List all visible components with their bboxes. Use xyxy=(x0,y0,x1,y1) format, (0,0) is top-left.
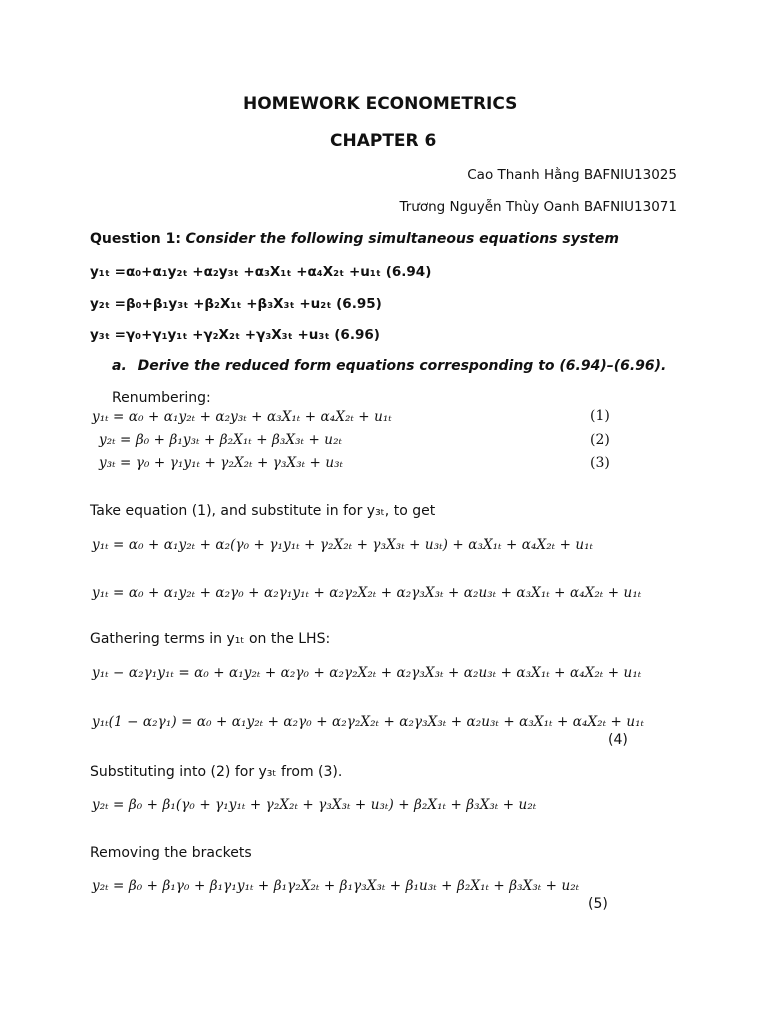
renumbered-equation-2: y₂ₜ = β₀ + β₁y₃ₜ + β₂X₁ₜ + β₃X₃ₜ + u₂ₜ xyxy=(99,432,343,448)
gathered-equation: y₁ₜ − α₂γ₁y₁ₜ = α₀ + α₁y₂ₜ + α₂γ₀ + α₂γ₂X₂ₜ + α₂γ₃X₃ₜ + α₂u₃ₜ + α₃X₁ₜ + α₄X₂ₜ + u₁ₜ xyxy=(92,665,642,681)
gathering-text: Gathering terms in y₁ₜ on the LHS: xyxy=(90,631,331,647)
substituted-equation: y₁ₜ = α₀ + α₁y₂ₜ + α₂(γ₀ + γ₁y₁ₜ + γ₂X₂ₜ + γ₃X₃ₜ + u₃ₜ) + α₃X₁ₜ + α₄X₂ₜ + u₁ₜ xyxy=(92,537,594,553)
substituting-equation: y₂ₜ = β₀ + β₁(γ₀ + γ₁y₁ₜ + γ₂X₂ₜ + γ₃X₃ₜ + u₃ₜ) + β₂X₁ₜ + β₃X₃ₜ + u₂ₜ xyxy=(92,797,537,813)
equation-number-3: (3) xyxy=(590,455,610,471)
system-equation-3: y₃ₜ =γ₀+γ₁y₁ₜ +γ₂X₂ₜ +γ₃X₃ₜ +u₃ₜ (6.96) xyxy=(90,327,380,343)
removing-brackets-text: Removing the brackets xyxy=(90,845,252,861)
part-a-letter: a. xyxy=(112,358,127,374)
expanded-equation: y₁ₜ = α₀ + α₁y₂ₜ + α₂γ₀ + α₂γ₁y₁ₜ + α₂γ₂X₂ₜ + α₂γ₃X₃ₜ + α₂u₃ₜ + α₃X₁ₜ + α₄X₂ₜ + u₁ₜ xyxy=(92,585,642,601)
author-line-1: Cao Thanh Hằng BAFNIU13025 xyxy=(467,167,677,183)
renumbering-label: Renumbering: xyxy=(112,390,211,406)
bracket-free-equation: y₂ₜ = β₀ + β₁γ₀ + β₁γ₁y₁ₜ + β₁γ₂X₂ₜ + β₁γ₃X₃ₜ + β₁u₃ₜ + β₂X₁ₜ + β₃X₃ₜ + u₂ₜ xyxy=(92,878,580,894)
factored-equation: y₁ₜ(1 − α₂γ₁) = α₀ + α₁y₂ₜ + α₂γ₀ + α₂γ₂X₂ₜ + α₂γ₃X₃ₜ + α₂u₃ₜ + α₃X₁ₜ + α₄X₂ₜ + u₁ₜ xyxy=(92,714,645,730)
take-equation-text: Take equation (1), and substitute in for y₃ₜ, to get xyxy=(90,503,436,519)
question-label: Question 1: xyxy=(90,231,181,247)
part-a xyxy=(112,358,666,374)
equation-number-5: (5) xyxy=(588,896,608,912)
chapter-title: CHAPTER 6 xyxy=(330,131,437,151)
equation-number-2: (2) xyxy=(590,432,610,448)
system-equation-2: y₂ₜ =β₀+β₁y₃ₜ +β₂X₁ₜ +β₃X₃ₜ +u₂ₜ (6.95) xyxy=(90,296,382,312)
question-heading xyxy=(90,231,619,247)
equation-number-1: (1) xyxy=(590,408,610,424)
question-prompt: Consider the following simultaneous equations system xyxy=(185,231,619,247)
author-line-2: Trương Nguyễn Thùy Oanh BAFNIU13071 xyxy=(399,199,677,215)
part-a-text: Derive the reduced form equations corresponding to (6.94)–(6.96). xyxy=(137,358,667,374)
substituting-text: Substituting into (2) for y₃ₜ from (3). xyxy=(90,764,343,780)
document-title: HOMEWORK ECONOMETRICS xyxy=(243,94,518,114)
system-equation-1: y₁ₜ =α₀+α₁y₂ₜ +α₂y₃ₜ +α₃X₁ₜ +α₄X₂ₜ +u₁ₜ (6.94) xyxy=(90,264,432,280)
renumbered-equation-3: y₃ₜ = γ₀ + γ₁y₁ₜ + γ₂X₂ₜ + γ₃X₃ₜ + u₃ₜ xyxy=(99,455,344,471)
renumbered-equation-1: y₁ₜ = α₀ + α₁y₂ₜ + α₂y₃ₜ + α₃X₁ₜ + α₄X₂ₜ + u₁ₜ xyxy=(92,409,392,425)
equation-number-4: (4) xyxy=(608,732,628,748)
